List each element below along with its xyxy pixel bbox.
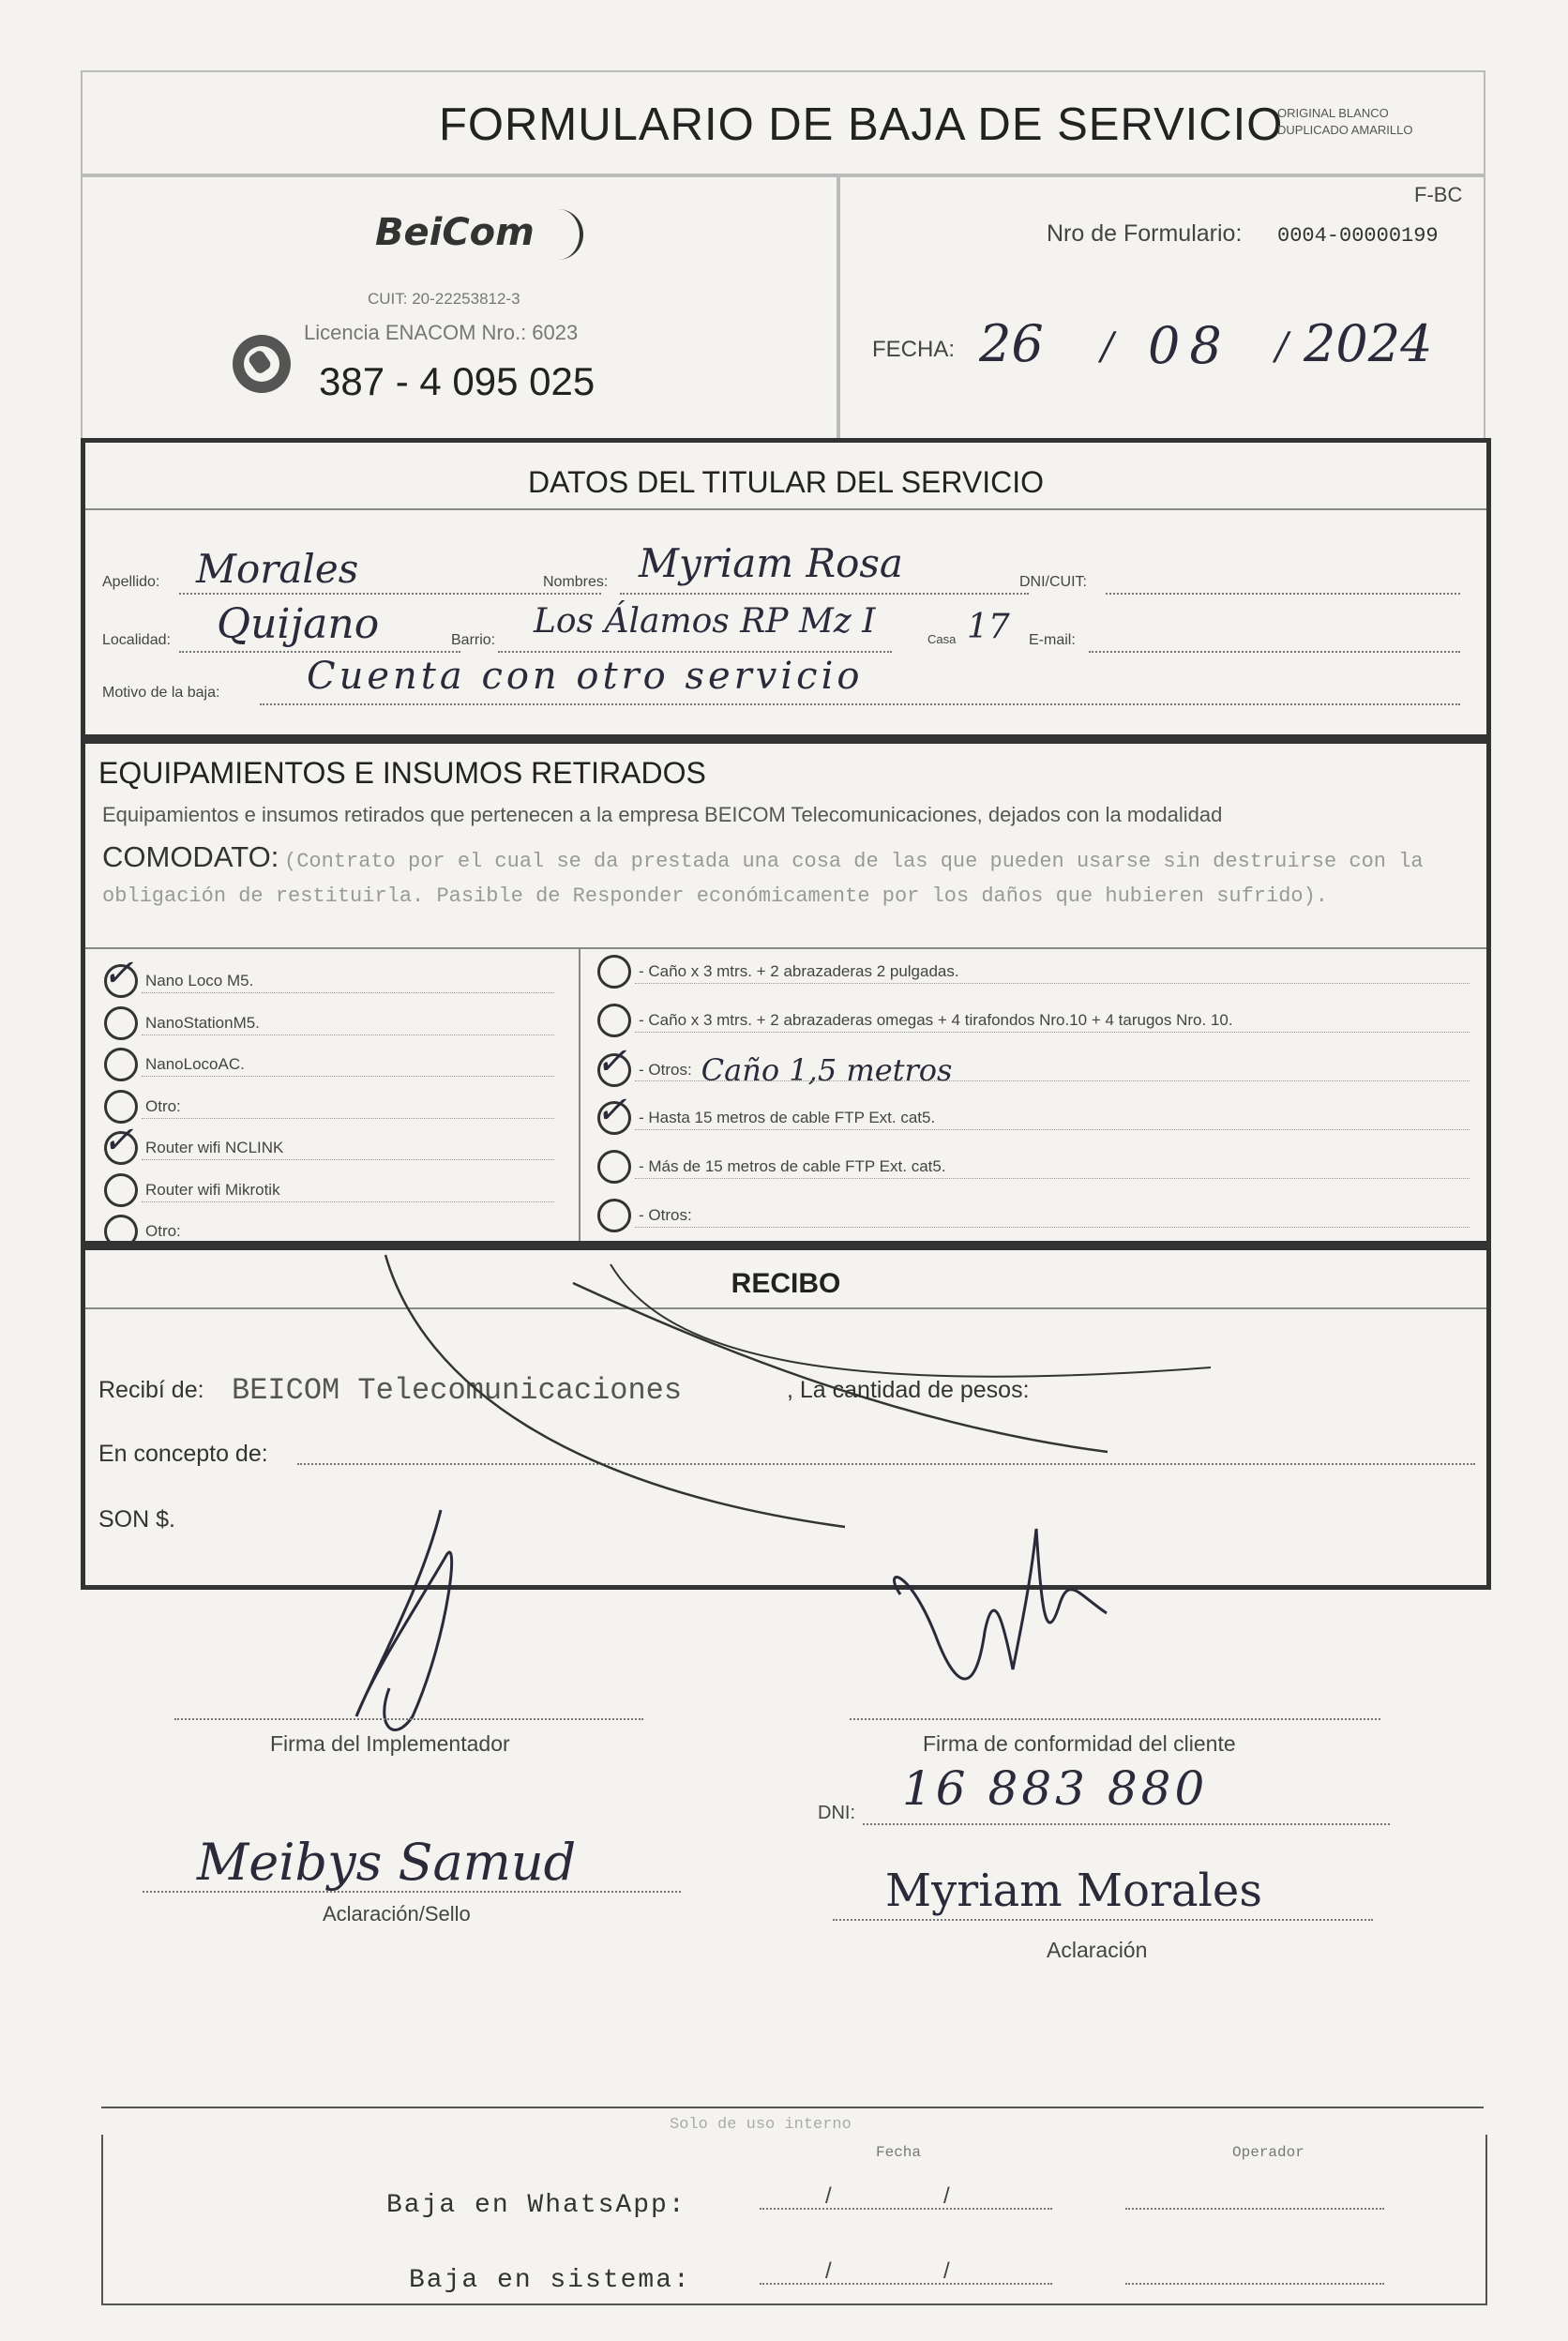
aclaracion-value: Myriam Morales <box>885 1865 1262 1917</box>
item-label: - Caño x 3 mtrs. + 2 abrazaderas 2 pulgadas. <box>639 962 959 980</box>
aclaracion-sello-value: Meibys Samud <box>197 1833 577 1892</box>
item-underline <box>142 1201 554 1202</box>
motivo-label: Motivo de la baja: <box>102 685 220 701</box>
equipamientos-intro: Equipamientos e insumos retirados que pertenecen a la empresa BEICOM Telecomunicaciones, dejados con la modalidad <box>102 803 1223 826</box>
equipment-item <box>104 1173 554 1207</box>
son-label: SON $. <box>98 1506 175 1533</box>
company-phone: 387 - 4 095 025 <box>319 359 596 403</box>
item-label: - Hasta 15 metros de cable FTP Ext. cat5. <box>639 1109 936 1126</box>
copy-note-duplicate: DUPLICADO AMARILLO <box>1277 123 1413 137</box>
item-label: Nano Loco M5. <box>145 972 254 989</box>
date-sep-1: / <box>1101 325 1114 369</box>
email-label: E-mail: <box>1029 632 1076 648</box>
item-label: Otro: <box>145 1222 181 1240</box>
baja-sistema-date-sep-1: / <box>825 2258 832 2284</box>
item-underline <box>142 1159 554 1160</box>
baja-sistema-label: Baja en sistema: <box>409 2266 691 2295</box>
item-label: - Otros: <box>639 1061 692 1079</box>
item-underline <box>142 1076 554 1077</box>
casa-label: Casa <box>927 632 957 646</box>
form-code: F-BC <box>1414 183 1463 206</box>
equipment-item <box>104 1006 554 1040</box>
comodato-text: (Contrato por el cual se da prestada una cosa de las que pueden usarse sin destruirse con la obligación de restituirla. Pasible de Responder económicamente por los daños que hubieren sufrido). <box>102 850 1424 908</box>
equipment-item <box>597 1199 1470 1232</box>
implementador-signature-line <box>174 1718 643 1720</box>
aclaracion-sello-label: Aclaración/Sello <box>323 1902 471 1926</box>
barrio-line <box>498 651 892 653</box>
form-header <box>81 70 1485 177</box>
item-checkbox[interactable] <box>104 1048 138 1081</box>
client-label: Firma de conformidad del cliente <box>923 1731 1236 1756</box>
equipment-item <box>597 1150 1470 1184</box>
titular-title-rule <box>85 508 1486 510</box>
localidad-label: Localidad: <box>102 632 171 648</box>
form-number: 0004-00000199 <box>1277 224 1439 248</box>
client-dni-value: 16 883 880 <box>902 1761 1209 1816</box>
cantidad-label: , La cantidad de pesos: <box>787 1377 1030 1403</box>
nombres-line <box>620 593 1029 595</box>
form-number-label: Nro de Formulario: <box>1047 220 1243 247</box>
equipment-item <box>596 1089 1470 1135</box>
aclaracion-line <box>833 1919 1373 1921</box>
item-underline <box>635 983 1470 984</box>
baja-whatsapp-date-sep-1: / <box>825 2183 832 2209</box>
barrio-label: Barrio: <box>451 632 496 648</box>
baja-sistema-date-line <box>760 2283 1052 2285</box>
equipment-grid-rule <box>85 947 1486 949</box>
implementador-signature <box>319 1501 488 1754</box>
baja-whatsapp-date-line <box>760 2208 1052 2210</box>
checkmark-icon: ✓ <box>102 1119 134 1162</box>
company-logo: BeiCom <box>375 211 535 254</box>
titular-section <box>81 438 1491 744</box>
item-label: NanoLocoAC. <box>145 1055 245 1073</box>
equipment-item <box>102 952 554 998</box>
equipamientos-section <box>81 734 1491 1250</box>
item-underline <box>635 1129 1470 1130</box>
equipment-item <box>596 1040 1470 1088</box>
baja-sistema-operador-line <box>1125 2283 1384 2285</box>
baja-whatsapp-date-sep-2: / <box>943 2183 950 2209</box>
client-signature-line <box>850 1718 1380 1720</box>
equipment-grid-divider <box>579 947 580 1246</box>
equipamientos-title: EQUIPAMIENTOS E INSUMOS RETIRADOS <box>98 756 706 790</box>
item-label: - Otros: <box>639 1206 692 1224</box>
equipment-item <box>102 1119 554 1165</box>
form-title: FORMULARIO DE BAJA DE SERVICIO <box>439 99 1284 150</box>
checkmark-icon: ✓ <box>596 1040 627 1083</box>
checkmark-icon: ✓ <box>102 952 134 995</box>
internal-top-rule <box>101 2107 1484 2108</box>
dni-cuit-line <box>1106 593 1460 595</box>
equipment-item <box>597 1004 1470 1037</box>
date-label: FECHA: <box>872 337 956 362</box>
item-checkbox[interactable] <box>104 1006 138 1040</box>
copy-note-original: ORIGINAL BLANCO <box>1277 106 1389 120</box>
client-dni-label: DNI: <box>818 1803 855 1823</box>
item-underline <box>635 1080 1470 1081</box>
item-checkbox[interactable] <box>597 1004 631 1037</box>
recibo-void-strokes <box>85 1246 1486 1585</box>
item-checkbox[interactable] <box>597 955 631 989</box>
equipment-item <box>597 955 1470 989</box>
casa-value: 17 <box>967 608 1010 646</box>
recibo-section <box>81 1241 1491 1590</box>
apellido-label: Apellido: <box>102 574 160 590</box>
item-underline <box>635 1178 1470 1179</box>
item-label: NanoStationM5. <box>145 1013 260 1032</box>
nombres-value: Myriam Rosa <box>639 540 903 586</box>
item-label: Router wifi Mikrotik <box>145 1180 280 1199</box>
checkmark-icon: ✓ <box>596 1089 627 1132</box>
item-label: Otro: <box>145 1096 181 1115</box>
internal-title: Solo de uso interno <box>670 2116 852 2134</box>
concepto-label: En concepto de: <box>98 1441 268 1467</box>
recibi-value: BEICOM Telecomunicaciones <box>232 1373 683 1408</box>
baja-sistema-date-sep-2: / <box>943 2258 950 2284</box>
date-month: 08 <box>1148 316 1231 375</box>
titular-title: DATOS DEL TITULAR DEL SERVICIO <box>527 465 1045 499</box>
item-label: - Caño x 3 mtrs. + 2 abrazaderas omegas + 4 tirafondos Nro.10 + 4 tarugos Nro. 10. <box>639 1011 1233 1029</box>
item-label: Router wifi NCLINK <box>145 1139 284 1156</box>
item-checkbox[interactable] <box>597 1150 631 1184</box>
motivo-value: Cuenta con otro servicio <box>307 655 864 698</box>
dni-cuit-label: DNI/CUIT: <box>1019 574 1087 590</box>
recibo-title: RECIBO <box>731 1268 841 1299</box>
form-info-block <box>837 174 1485 442</box>
apellido-line <box>179 593 601 595</box>
aclaracion-sello-line <box>143 1891 681 1893</box>
baja-whatsapp-operador-line <box>1125 2208 1384 2210</box>
item-label: - Más de 15 metros de cable FTP Ext. cat5. <box>639 1157 946 1175</box>
implementador-label: Firma del Implementador <box>270 1731 510 1756</box>
internal-fecha-header: Fecha <box>876 2144 922 2161</box>
client-dni-line <box>863 1823 1390 1825</box>
item-checkbox[interactable] <box>104 1173 138 1207</box>
equipment-item <box>104 1048 554 1081</box>
nombres-label: Nombres: <box>543 574 609 590</box>
whatsapp-icon <box>233 335 291 393</box>
item-underline <box>635 1227 1470 1228</box>
apellido-value: Morales <box>196 546 359 592</box>
company-cuit: CUIT: 20-22253812-3 <box>368 290 520 308</box>
item-underline <box>142 1118 554 1119</box>
client-signature <box>872 1473 1116 1754</box>
recibi-label: Recibí de: <box>98 1377 204 1403</box>
comodato-label: COMODATO: <box>102 840 279 873</box>
item-underline <box>635 1032 1470 1033</box>
item-checkbox[interactable] <box>597 1199 631 1232</box>
item-underline <box>142 992 554 993</box>
date-year: 2024 <box>1304 314 1433 373</box>
localidad-value: Quijano <box>217 600 380 648</box>
email-line <box>1089 651 1460 653</box>
item-handwritten-value: Caño 1,5 metros <box>701 1052 953 1088</box>
aclaracion-label: Aclaración <box>1047 1938 1148 1962</box>
date-sep-2: / <box>1275 325 1289 369</box>
company-license: Licencia ENACOM Nro.: 6023 <box>304 321 579 344</box>
localidad-line <box>179 651 460 653</box>
barrio-value: Los Álamos RP Mz I <box>534 602 876 641</box>
logo-swoosh <box>551 209 583 260</box>
date-day: 26 <box>979 314 1044 373</box>
internal-operador-header: Operador <box>1232 2144 1304 2161</box>
company-block <box>81 174 840 442</box>
motivo-line <box>260 703 1460 705</box>
baja-whatsapp-label: Baja en WhatsApp: <box>386 2191 686 2220</box>
equipment-item <box>104 1090 554 1124</box>
